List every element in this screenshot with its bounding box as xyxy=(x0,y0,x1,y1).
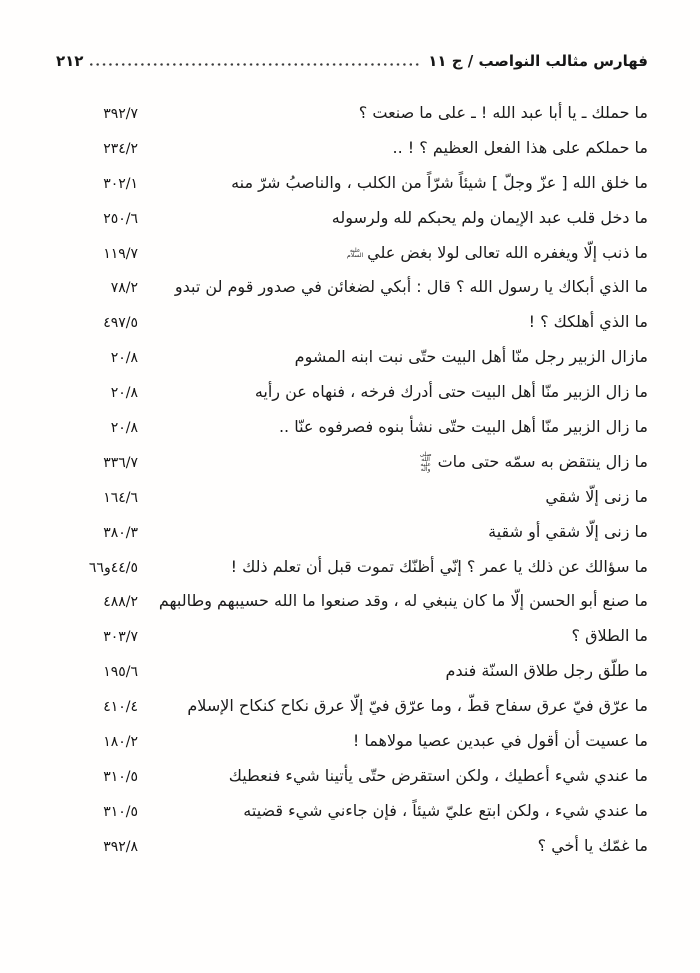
index-entry xyxy=(58,522,648,557)
entry-text-content: ما صنع أبو الحسن إلّا ما كان ينبغي له ، وقد صنعوا ما الله حسيبهم وطالبهم xyxy=(158,591,648,611)
index-entry xyxy=(58,836,648,871)
index-entry xyxy=(58,766,648,801)
entry-page-ref: ٤٩٧/٥ xyxy=(103,315,138,332)
entry-text xyxy=(231,557,648,576)
index-entry xyxy=(58,452,648,487)
entry-text xyxy=(446,661,648,680)
entry-text-content: ما خلق الله [ عزّ وجلّ ] شيئاً شرّاً من الكلب ، والناصبُ شرّ منه xyxy=(231,172,648,192)
page-number: ٢١٢ xyxy=(56,52,84,70)
entry-page-ref: ٣٠٣/٧ xyxy=(103,629,138,646)
entry-text-content: ما حملكم على هذا الفعل العظيم ؟ ! .. xyxy=(392,137,648,157)
index-entry xyxy=(58,138,648,173)
entry-text-content: ما الذي أهلكك ؟ ! xyxy=(528,312,648,332)
entry-text xyxy=(393,138,648,157)
entry-text-content: ما سؤالك عن ذلك يا عمر ؟ إنّي أظنّك تموت قبل أن تعلم ذلك ! xyxy=(230,556,648,576)
entry-text-content: ما طلّق رجل طلاق السنّة فندم xyxy=(445,661,648,681)
entry-text-content: ما غمّك يا أخي ؟ xyxy=(537,835,648,855)
entry-page-ref: ٢٠/٨ xyxy=(110,420,138,437)
entry-page-ref: ٣٩٢/٨ xyxy=(103,838,138,855)
index-entry xyxy=(58,347,648,382)
index-entry xyxy=(58,626,648,661)
entry-page-ref: ١١٩/٧ xyxy=(103,245,138,262)
entry-text xyxy=(229,766,648,785)
entry-text xyxy=(159,591,648,610)
entry-text xyxy=(545,487,648,506)
entry-text-content: ما الذي أبكاك يا رسول الله ؟ قال : أبكي لضغائن في صدور قوم لن تبدو xyxy=(174,277,648,297)
entry-page-ref: ٣٠٢/١ xyxy=(103,175,138,192)
entry-page-ref: ١٦٤/٦ xyxy=(103,489,138,506)
entry-text xyxy=(353,731,648,750)
entry-page-ref: ٤١٠/٤ xyxy=(103,699,138,716)
index-list xyxy=(58,103,648,871)
book-title: فهارس مثالب النواصب / ج ١١ xyxy=(428,52,648,70)
entry-text xyxy=(538,836,648,855)
honorific-mark: عليه السلام xyxy=(347,247,364,260)
entry-page-ref: ٢٠/٨ xyxy=(110,385,138,402)
entry-text xyxy=(571,626,648,645)
index-entry xyxy=(58,208,648,243)
index-entry xyxy=(58,173,648,208)
index-entry xyxy=(58,801,648,836)
entry-text-content: ما ذنب إلّا ويغفره الله تعالى لولا بغض علي xyxy=(367,242,648,262)
entry-text xyxy=(488,522,648,541)
entry-page-ref: ٢٣٤/٢ xyxy=(103,140,138,157)
entry-page-ref: ١٩٥/٦ xyxy=(103,664,138,681)
entry-text-content: مازال الزبير رجل منّا أهل البيت حتّى نبت ابنه المشوم xyxy=(294,347,648,367)
index-entry xyxy=(58,557,648,592)
honorific-mark: صلى الله عليه وآله xyxy=(419,451,432,474)
index-entry xyxy=(58,243,648,278)
entry-text-content: ما عسيت أن أقول في عبدين عصيا مولاهما ! xyxy=(352,731,648,751)
entry-text xyxy=(187,696,648,715)
index-entry xyxy=(58,417,648,452)
entry-text xyxy=(279,417,648,436)
index-entry xyxy=(58,731,648,766)
entry-text xyxy=(231,173,648,192)
index-entry xyxy=(58,312,648,347)
entry-text-content: ما دخل قلب عبد الإيمان ولم يحبكم لله ولرسوله xyxy=(331,207,648,227)
entry-text xyxy=(529,312,648,331)
index-entry xyxy=(58,487,648,522)
entry-text xyxy=(243,801,648,820)
entry-text xyxy=(359,103,648,122)
entry-text xyxy=(414,452,648,473)
entry-page-ref: ٢٠/٨ xyxy=(110,350,138,367)
entry-text-content: ما زال الزبير منّا أهل البيت حتّى نشأ بنوه فصرفوه عنّا .. xyxy=(278,417,648,437)
entry-text-content: ما حملك ـ يا أبا عبد الله ! ـ على ما صنعت ؟ xyxy=(358,103,648,122)
entry-text-content: ما زال ينتقض به سمّه حتى مات xyxy=(437,451,648,471)
entry-page-ref: ٣١٠/٥ xyxy=(103,803,138,820)
entry-text-content: ما زال الزبير منّا أهل البيت حتى أدرك فرخه ، فنهاه عن رأيه xyxy=(254,382,648,402)
dotted-leader xyxy=(90,63,421,66)
index-entry xyxy=(58,103,648,138)
entry-page-ref: ٣١٠/٥ xyxy=(103,768,138,785)
entry-text xyxy=(332,208,648,227)
index-entry xyxy=(58,382,648,417)
index-entry xyxy=(58,696,648,731)
entry-page-ref: ٣٣٦/٧ xyxy=(103,454,138,471)
entry-text-content: ما عندي شيء ، ولكن ابتع عليّ شيئاً ، فإن جاءني شيء قضيته xyxy=(243,800,648,820)
entry-page-ref: ٣٨٠/٣ xyxy=(103,524,138,541)
entry-text-content: ما الطلاق ؟ xyxy=(571,626,648,646)
entry-page-ref: ٣٩٢/٧ xyxy=(103,106,138,122)
entry-text-content: ما زنى إلّا شقي أو شقية xyxy=(488,521,648,541)
entry-text-content: ما عرّق فيّ عرق سفاح قطّ ، وما عرّق فيّ إلّا عرق نكاح كنكاح الإسلام xyxy=(187,696,648,716)
index-entry xyxy=(58,661,648,696)
entry-text xyxy=(255,382,648,401)
running-header xyxy=(56,52,648,70)
entry-page-ref: ٤٨٨/٢ xyxy=(103,594,138,611)
entry-page-ref: ٧٨/٢ xyxy=(110,280,138,297)
entry-text xyxy=(343,243,648,262)
index-entry xyxy=(58,277,648,312)
entry-page-ref: ٤٤/٥و٦٦ xyxy=(88,559,138,576)
entry-page-ref: ٢٥٠/٦ xyxy=(103,210,138,227)
index-entry xyxy=(58,591,648,626)
entry-text-content: ما زنى إلّا شقي xyxy=(545,486,648,506)
entry-page-ref: ١٨٠/٢ xyxy=(103,734,138,751)
entry-text xyxy=(175,277,648,296)
entry-text-content: ما عندي شيء أعطيك ، ولكن استقرض حتّى يأتينا شيء فنعطيك xyxy=(228,765,648,785)
entry-text xyxy=(295,347,648,366)
